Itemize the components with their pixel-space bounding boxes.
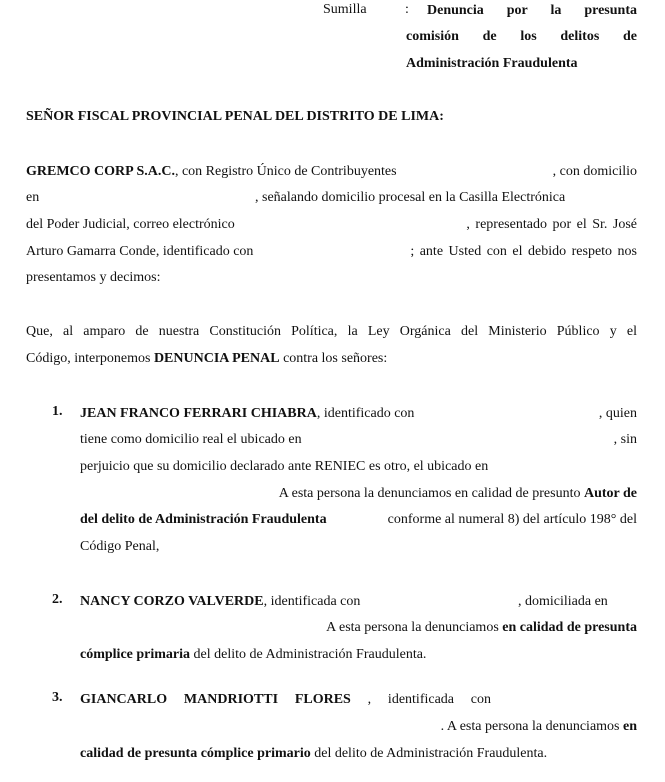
intro-en-text: en (26, 190, 40, 205)
intro-line-5: presentamos y decimos: (26, 270, 161, 285)
item-3-line-1: GIANCARLO MANDRIOTTI FLORES , identificada con (80, 692, 492, 707)
item-2-number: 2. (52, 592, 63, 607)
item-1-line-5: del delito de Administración Fraudulenta conforme al numeral 8) del artículo 198° del (80, 512, 637, 527)
item-3-number: 3. (52, 690, 63, 705)
para2-line-2: Código, interponemos DENUNCIA PENAL contra los señores: (26, 351, 388, 366)
intro-ruc-text: , con Registro Único de Contribuyentes (174, 164, 397, 179)
sumilla-label: Sumilla (323, 2, 367, 17)
item-1-line-6: Código Penal, (80, 539, 160, 554)
intro-domicilio-text: , con domicilio (552, 164, 637, 179)
sumilla-subject-line-3: Administración Fraudulenta (406, 56, 578, 71)
intro-representado-text: , representado por el Sr. José (466, 217, 637, 232)
intro-casilla-text: , señalando domicilio procesal en la Casilla Electrónica (255, 190, 566, 205)
item-3-name: GIANCARLO MANDRIOTTI FLORES (80, 692, 351, 707)
item-1-line-4: A esta persona la denunciamos en calidad de presunto Autor de (278, 486, 637, 501)
sumilla-subject-line-2: comisión de los delitos de (406, 29, 637, 44)
intro-line-3 (26, 215, 637, 235)
addressee-heading: SEÑOR FISCAL PROVINCIAL PENAL DEL DISTRITO DE LIMA: (26, 109, 444, 124)
item-3-line-3: calidad de presunta cómplice primario del delito de Administración Fraudulenta. (80, 746, 548, 761)
item-2-line-2: A esta persona la denunciamos en calidad de presunta (326, 620, 637, 635)
intro-respeto-text: ; ante Usted con el debido respeto nos (410, 244, 637, 259)
denuncia-penal-text: DENUNCIA PENAL (153, 351, 280, 366)
sumilla-colon: : (405, 2, 409, 17)
intro-line-4 (26, 242, 637, 262)
intro-correo-text: del Poder Judicial, correo electrónico (26, 217, 235, 232)
sumilla-subject-line-1: Denuncia por la presunta (427, 3, 637, 18)
item-1-name: JEAN FRANCO FERRARI CHIABRA (80, 406, 317, 421)
item-2-line-3: cómplice primaria del delito de Administración Fraudulenta. (80, 647, 427, 662)
item-2-line-1: NANCY CORZO VALVERDE, identificada con , domiciliada en (80, 594, 608, 609)
para2-line-1: Que, al amparo de nuestra Constitución Política, la Ley Orgánica del Ministerio Público y el (26, 324, 637, 339)
item-1-line-2: tiene como domicilio real el ubicado en , sin (80, 432, 637, 447)
company-name: GREMCO CORP S.A.C. (26, 164, 175, 179)
intro-line-1 (26, 162, 637, 182)
item-1-number: 1. (52, 404, 63, 419)
item-2-name: NANCY CORZO VALVERDE (80, 594, 264, 609)
item-1-line-1: JEAN FRANCO FERRARI CHIABRA, identificado con , quien (80, 406, 637, 421)
intro-identificado-text: Arturo Gamarra Conde, identificado con (26, 244, 254, 259)
item-3-line-2: . A esta persona la denunciamos en (440, 719, 637, 734)
intro-line-2 (26, 188, 637, 208)
item-1-line-3: perjuicio que su domicilio declarado ante RENIEC es otro, el ubicado en (80, 459, 489, 474)
